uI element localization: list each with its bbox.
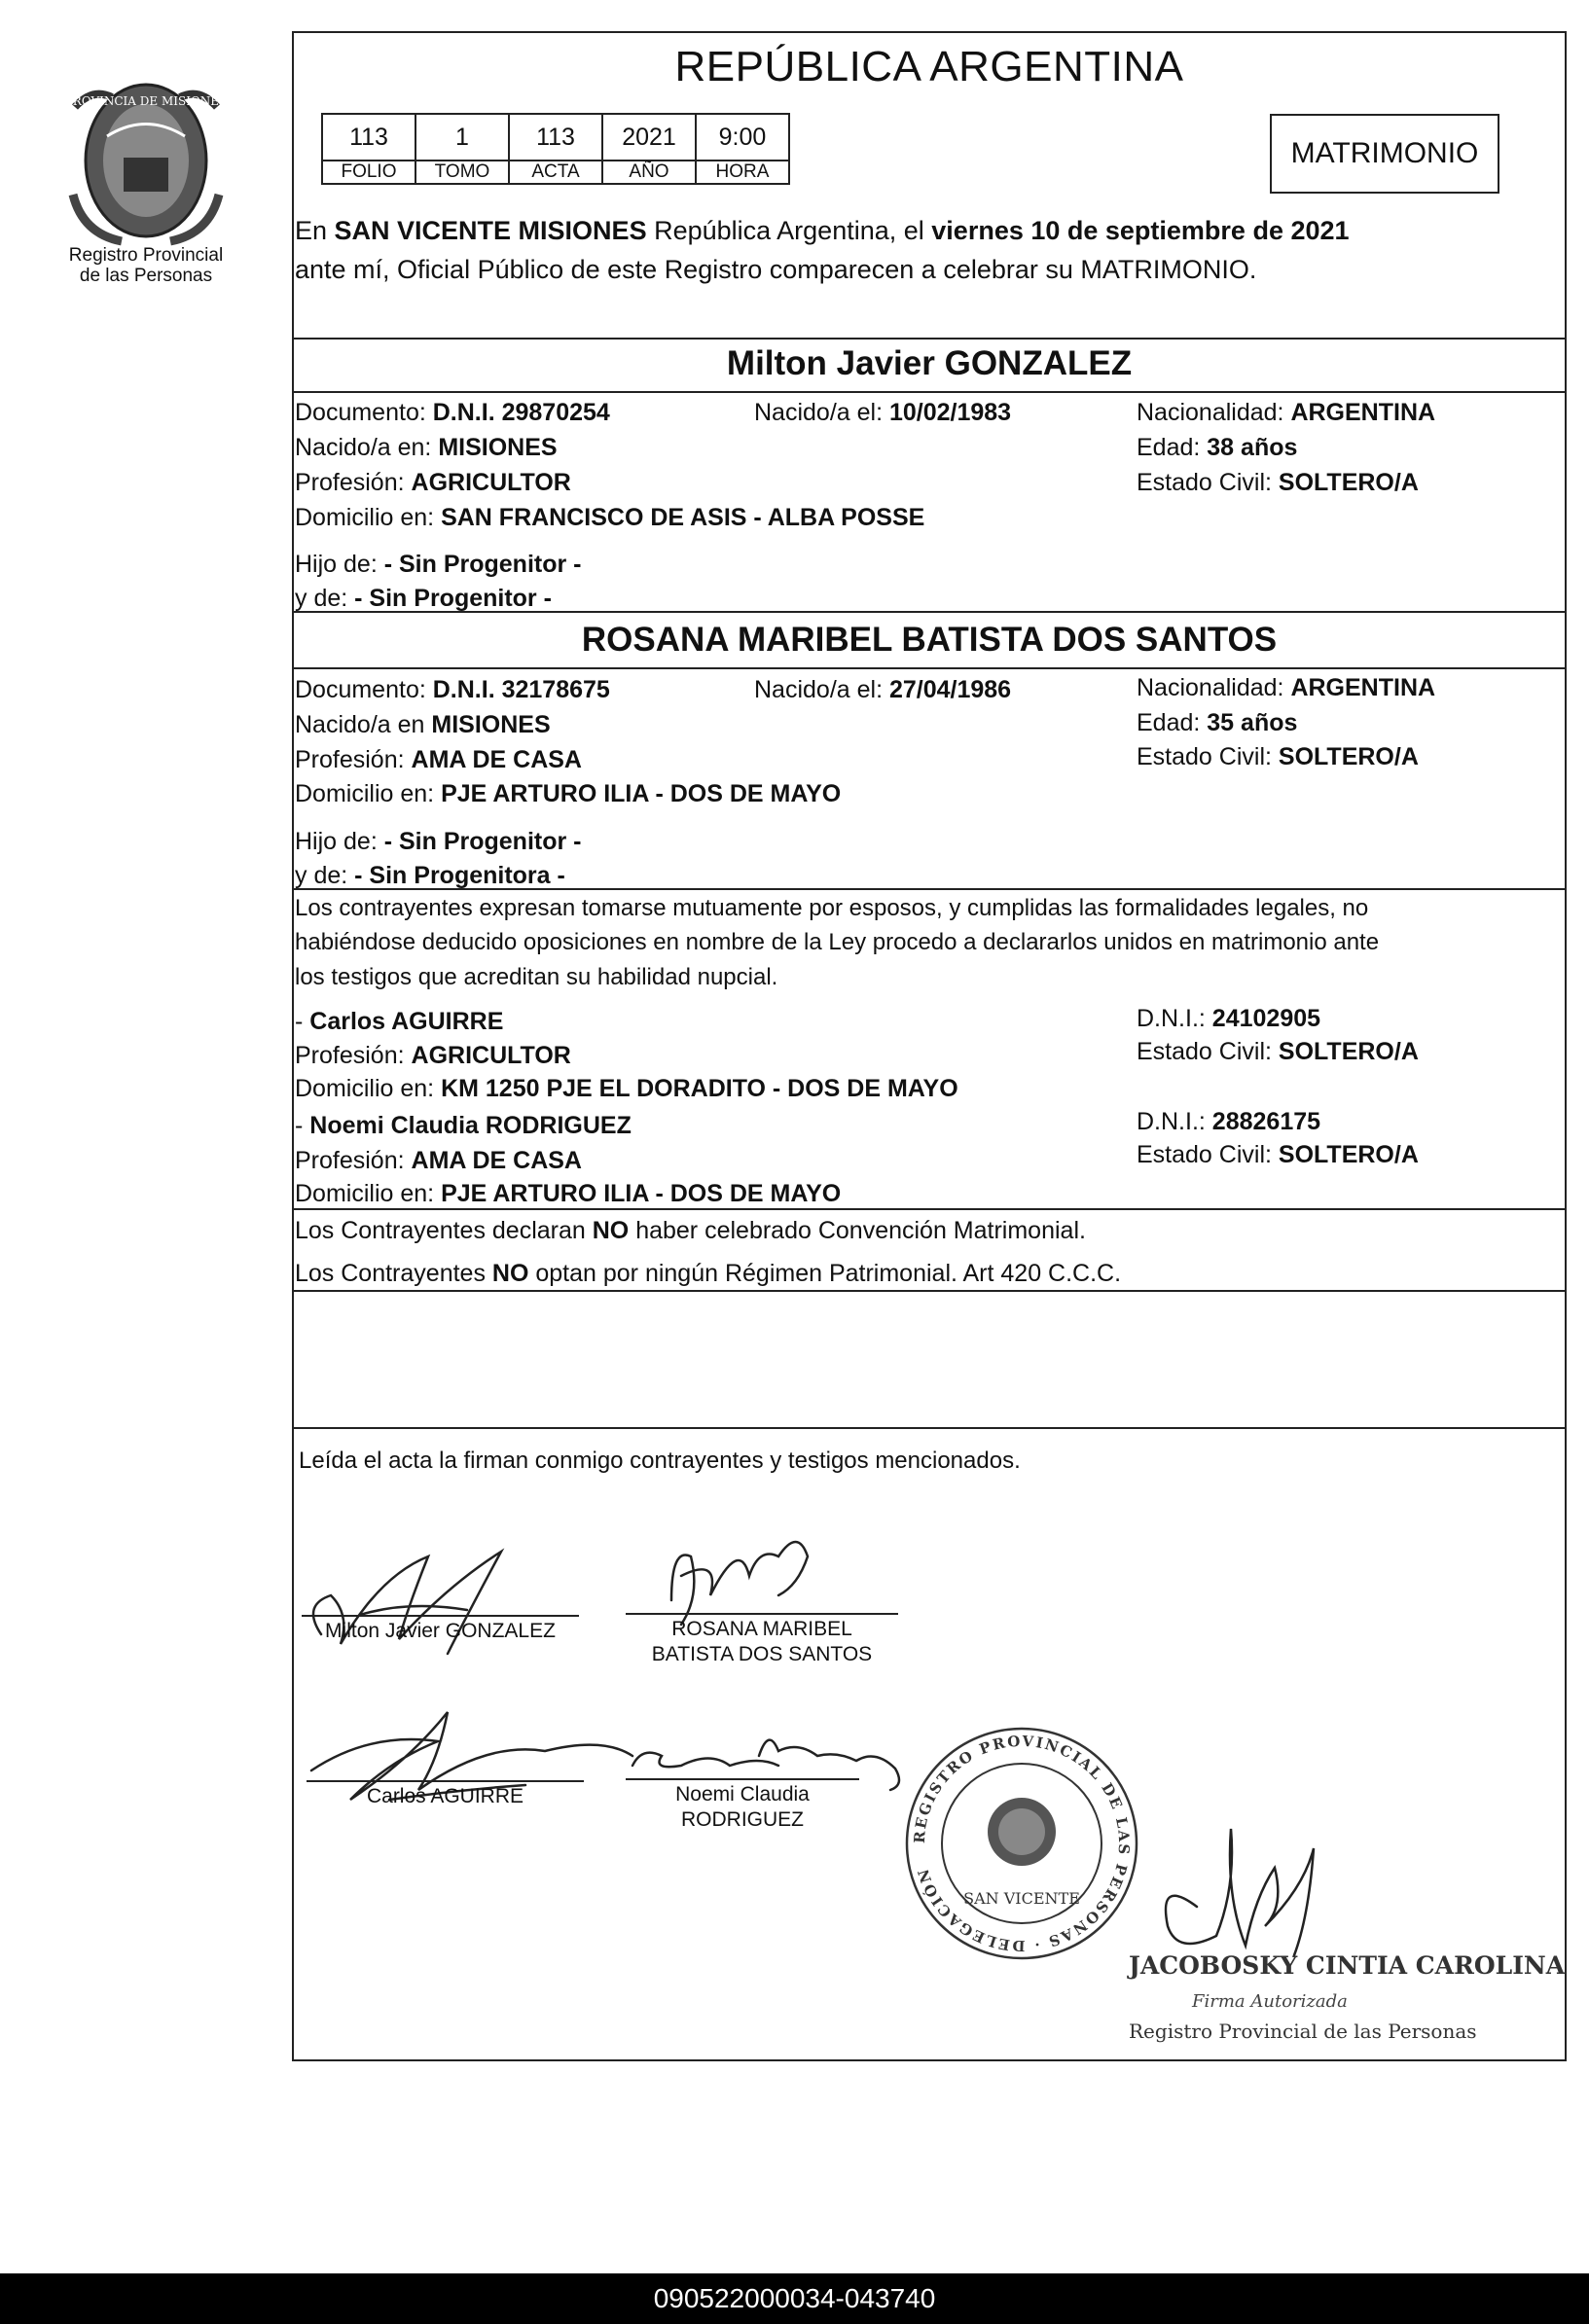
acta-value: 113 (509, 114, 602, 161)
prof-label: Profesión: (295, 469, 412, 496)
ceremony-place: SAN VICENTE MISIONES (334, 216, 647, 245)
registry-caption-line2: de las Personas (79, 266, 213, 286)
witness-name-value: Carlos AGUIRRE (309, 1008, 504, 1035)
hour-value: 9:00 (696, 114, 789, 161)
divider-blank-end (292, 1427, 1567, 1429)
civil-value: SOLTERO/A (1278, 743, 1419, 770)
age-label: Edad: (1137, 434, 1208, 461)
acta-label: ACTA (509, 161, 602, 184)
divider-intro (292, 338, 1567, 340)
born-value: 27/04/1986 (888, 676, 1012, 703)
convention-text-a1: Los Contrayentes declaran (295, 1217, 593, 1244)
convention-text-a2: haber celebrado Convención Matrimonial. (629, 1217, 1086, 1244)
spouse1-name: Milton Javier GONZALEZ (726, 344, 1133, 382)
child-label: Hijo de: (295, 551, 384, 578)
record-type: MATRIMONIO (1290, 137, 1479, 169)
witness-name-value: Noemi Claudia RODRIGUEZ (309, 1112, 632, 1139)
convention-no-1: NO (592, 1217, 630, 1244)
civil-value: SOLTERO/A (1278, 1141, 1419, 1168)
signature-name-1: Milton Javier GONZALEZ (325, 1620, 556, 1642)
dni-value: 28826175 (1211, 1108, 1321, 1135)
record-reference-table (321, 113, 790, 185)
witness1-profession (295, 1041, 571, 1070)
nat-value: ARGENTINA (1290, 674, 1436, 701)
signature-name-2-line-2: BATISTA DOS SANTOS (651, 1643, 873, 1665)
witness1-address (295, 1074, 958, 1103)
spouse2-birthdate (754, 675, 1011, 704)
civil-label: Estado Civil: (1137, 469, 1279, 496)
and-label: y de: (295, 585, 355, 612)
tomo-value: 1 (415, 114, 509, 161)
declaration-line-3: los testigos que acreditan su habilidad nupcial. (295, 964, 778, 990)
addr-value: SAN FRANCISCO DE ASIS - ALBA POSSE (441, 504, 925, 531)
spouse1-document (295, 398, 610, 427)
closing-statement: Leída el acta la firman conmigo contrayentes y testigos mencionados. (299, 1448, 1021, 1474)
prof-value: AGRICULTOR (411, 469, 571, 496)
place-value: MISIONES (438, 434, 558, 461)
spouse2-nationality (1137, 673, 1435, 702)
nat-label: Nacionalidad: (1137, 399, 1291, 426)
signature-line-4 (626, 1778, 859, 1780)
doc-label: Documento: (295, 676, 433, 703)
spouse2-profession (295, 745, 582, 774)
seal-ring-text: REGISTRO PROVINCIAL DE LAS PERSONAS · DELEGACIÓN (910, 1732, 1134, 1955)
divider-spouse2-header (292, 667, 1567, 669)
parent1-value: - Sin Progenitor - (383, 828, 582, 855)
signature-name-4-line-1: Noemi Claudia (675, 1783, 810, 1806)
place-value: MISIONES (431, 711, 551, 738)
spouse2-document (295, 675, 610, 704)
spouse2-parent1 (295, 827, 582, 856)
witness2-dni (1137, 1107, 1320, 1136)
official-role: Firma Autorizada (1192, 1991, 1348, 2012)
spouse2-address (295, 779, 841, 808)
official-office: Registro Provincial de las Personas (1129, 2020, 1477, 2043)
year-label: AÑO (602, 161, 696, 184)
record-type-box (1270, 114, 1499, 194)
signature-line-2 (626, 1613, 898, 1615)
witness1-civil-status (1137, 1037, 1419, 1066)
prof-label: Profesión: (295, 1147, 412, 1174)
dni-label: D.N.I.: (1137, 1005, 1212, 1032)
divider-witnesses-end (292, 1208, 1567, 1210)
declaration-line-1: Los contrayentes expresan tomarse mutuamente por esposos, y cumplidas las formalidades legales, no (295, 895, 1369, 921)
born-label: Nacido/a el: (754, 399, 889, 426)
parent2-value: - Sin Progenitor - (354, 585, 552, 612)
folio-value: 113 (322, 114, 415, 161)
registry-caption-line1: Registro Provincial (68, 245, 224, 266)
addr-value: KM 1250 PJE EL DORADITO - DOS DE MAYO (441, 1075, 958, 1102)
hour-label: HORA (696, 161, 789, 184)
year-value: 2021 (602, 114, 696, 161)
place-label: Nacido/a en (295, 711, 432, 738)
age-value: 35 años (1207, 709, 1298, 736)
provincial-coat-of-arms-logo (63, 68, 229, 253)
spouse1-birthdate (754, 398, 1011, 427)
spouse2-age (1137, 708, 1297, 737)
doc-value: D.N.I. 29870254 (432, 399, 610, 426)
spouse1-civil-status (1137, 468, 1419, 497)
dni-label: D.N.I.: (1137, 1108, 1212, 1135)
convention-line-1 (295, 1216, 1086, 1245)
seal-center-text: SAN VICENTE (963, 1889, 1080, 1908)
addr-label: Domicilio en: (295, 1180, 442, 1207)
official-seal-icon (895, 1717, 1148, 1970)
folio-label: FOLIO (322, 161, 415, 184)
witness1-dni (1137, 1004, 1320, 1033)
convention-text-b2: optan por ningún Régimen Patrimonial. Art 420 C.C.C. (528, 1260, 1122, 1287)
document-code-bar (0, 2273, 1589, 2324)
signature-name-4-line-2: RODRIGUEZ (681, 1808, 804, 1831)
addr-label: Domicilio en: (295, 504, 442, 531)
civil-label: Estado Civil: (1137, 1141, 1279, 1168)
civil-value: SOLTERO/A (1278, 1038, 1419, 1065)
civil-label: Estado Civil: (1137, 743, 1279, 770)
place-label: Nacido/a en: (295, 434, 439, 461)
spouse1-parent1 (295, 550, 582, 579)
prof-value: AMA DE CASA (411, 1147, 582, 1174)
parent2-value: - Sin Progenitora - (354, 862, 565, 889)
prof-label: Profesión: (295, 1042, 412, 1069)
born-label: Nacido/a el: (754, 676, 889, 703)
signature-name-3: Carlos AGUIRRE (366, 1785, 524, 1807)
spouse1-age (1137, 433, 1297, 462)
prof-value: AMA DE CASA (411, 746, 582, 773)
addr-value: PJE ARTURO ILIA - DOS DE MAYO (441, 780, 842, 807)
witness2-civil-status (1137, 1140, 1419, 1169)
signature-name-2-line-1: ROSANA MARIBEL (671, 1618, 852, 1640)
prof-label: Profesión: (295, 746, 412, 773)
divider-spouse1-header (292, 391, 1567, 393)
civil-value: SOLTERO/A (1278, 469, 1419, 496)
signature-line-3 (307, 1780, 584, 1782)
intro-prefix: En (295, 216, 335, 245)
dni-value: 24102905 (1211, 1005, 1321, 1032)
nat-value: ARGENTINA (1290, 399, 1436, 426)
witness-dash: - (295, 1008, 310, 1035)
witness2-profession (295, 1146, 582, 1175)
witness2-address (295, 1179, 841, 1208)
spouse1-parent2 (295, 584, 552, 613)
age-value: 38 años (1207, 434, 1298, 461)
doc-value: D.N.I. 32178675 (432, 676, 610, 703)
official-signature-icon (1138, 1809, 1343, 1975)
doc-label: Documento: (295, 399, 433, 426)
parent1-value: - Sin Progenitor - (383, 551, 582, 578)
logo-motto: PROVINCIA DE MISIONES (64, 94, 228, 108)
spouse1-nationality (1137, 398, 1435, 427)
addr-value: PJE ARTURO ILIA - DOS DE MAYO (441, 1180, 842, 1207)
spouse1-address (295, 503, 924, 532)
official-name: JACOBOSKY CINTIA CAROLINA (1129, 1951, 1566, 1980)
spouse1-profession (295, 468, 571, 497)
spouse2-birthplace (295, 710, 551, 739)
spouse2-civil-status (1137, 742, 1419, 771)
spouse2-name: ROSANA MARIBEL BATISTA DOS SANTOS (581, 621, 1278, 659)
declaration-line-2: habiéndose deducido oposiciones en nombre de la Ley procedo a declararlos unidos en matrimonio ante (295, 929, 1380, 955)
prof-value: AGRICULTOR (411, 1042, 571, 1069)
civil-label: Estado Civil: (1137, 1038, 1279, 1065)
spouse2-parent2 (295, 861, 565, 890)
addr-label: Domicilio en: (295, 1075, 442, 1102)
nat-label: Nacionalidad: (1137, 674, 1291, 701)
signature-line-1 (302, 1615, 579, 1617)
spouse1-birthplace (295, 433, 558, 462)
age-label: Edad: (1137, 709, 1208, 736)
intro-middle: República Argentina, el (646, 216, 932, 245)
convention-line-2 (295, 1259, 1121, 1288)
addr-label: Domicilio en: (295, 780, 442, 807)
divider-convention-end (292, 1290, 1567, 1292)
child-label: Hijo de: (295, 828, 384, 855)
registry-caption (39, 245, 253, 286)
ceremony-date: viernes 10 de septiembre de 2021 (931, 216, 1350, 245)
document-code: 090522000034-043740 (653, 2283, 936, 2313)
intro-line-1 (295, 216, 1350, 245)
witness2-name (295, 1111, 632, 1140)
intro-line-2: ante mí, Oficial Público de este Registro comparecen a celebrar su MATRIMONIO. (295, 255, 1257, 284)
tomo-label: TOMO (415, 161, 509, 184)
born-value: 10/02/1983 (888, 399, 1012, 426)
document-title: REPÚBLICA ARGENTINA (674, 43, 1184, 90)
witness1-name (295, 1007, 503, 1036)
witness-dash: - (295, 1112, 310, 1139)
convention-text-b1: Los Contrayentes (295, 1260, 492, 1287)
and-label: y de: (295, 862, 355, 889)
convention-no-2: NO (491, 1260, 529, 1287)
